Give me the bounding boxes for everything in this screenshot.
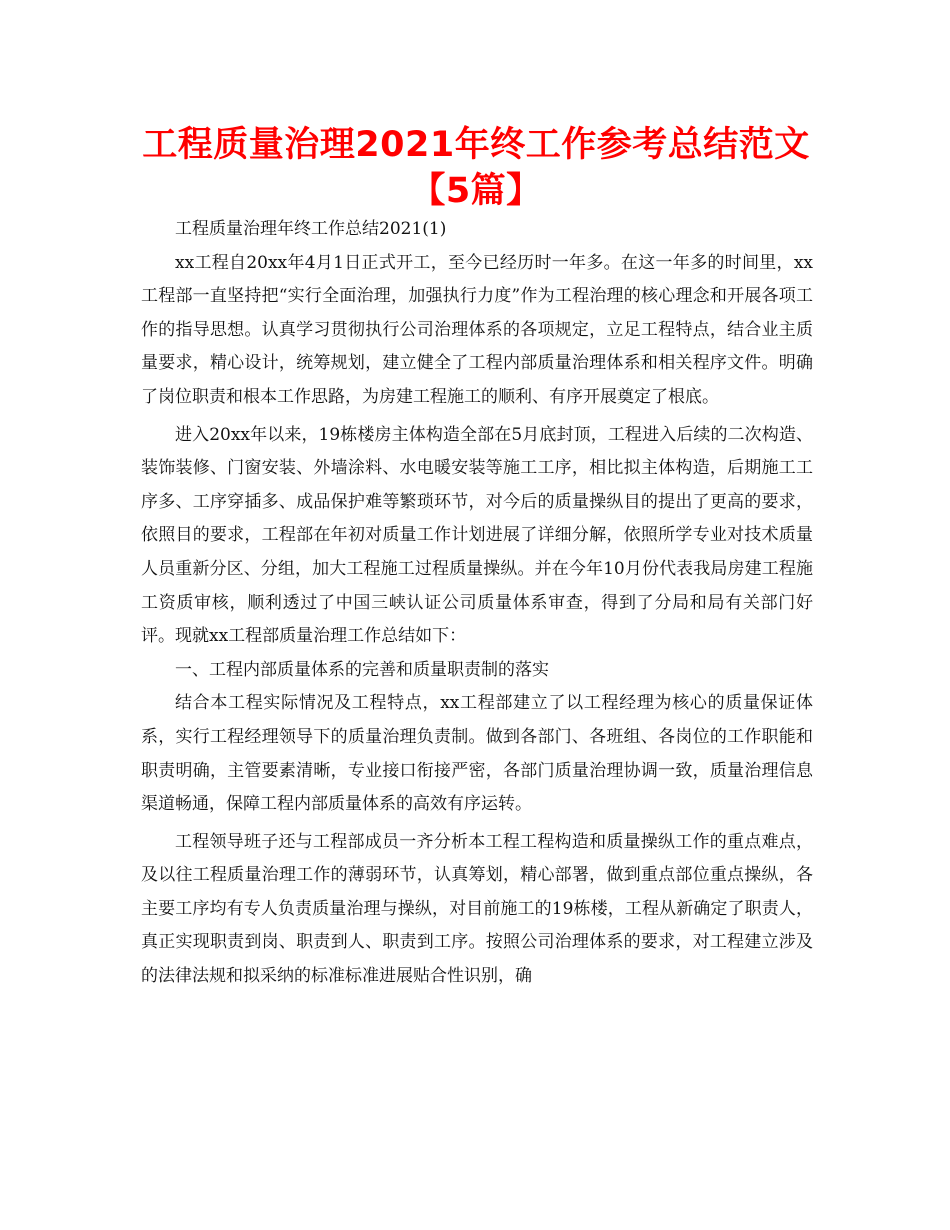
document-body <box>141 213 813 994</box>
section-heading: 工程质量治理年终工作总结2021(1) <box>175 219 447 239</box>
section-heading: 一、工程内部质量体系的完善和质量职责制的落实 <box>175 659 549 680</box>
body-paragraph: 结合本工程实际情况及工程特点，xx工程部建立了以工程经理为核心的质量保证体系，实行工程经理领导下的质量治理负责制。做到各部门、各班组、各岗位的工作职能和职责明确，主管要素清晰，专业接口衔接严密，各部门质量治理协调一致，质量治理信息渠道畅通，保障工程内部质量体系的高效有序运转。 <box>141 693 813 815</box>
body-paragraph: 工程领导班子还与工程部成员一齐分析本工程工程构造和质量操纵工作的重点难点，及以往工程质量治理工作的薄弱环节，认真筹划，精心部署，做到重点部位重点操纵，各主要工序均有专人负责质量治理与操纵，对目前施工的19栋楼，工程从新确定了职责人，真正实现职责到岗、职责到人、职责到工序。按照公司治理体系的要求，对工程建立涉及的法律法规和拟采纳的标准标准进展贴合性识别，确 <box>141 831 813 987</box>
body-paragraph: xx工程自20xx年4月1日正式开工，至今已经历时一年多。在这一年多的时间里，xx工程部一直坚持把“实行全面治理，加强执行力度”作为工程治理的核心理念和开展各项工作的指导思想。认真学习贯彻执行公司治理体系的各项规定，立足工程特点，结合业主质量要求，精心设计，统筹规划，建立健全了工程内部质量治理体系和相关程序文件。明确了岗位职责和根本工作思路，为房建工程施工的顺利、有序开展奠定了根底。 <box>141 252 813 407</box>
document-title: 工程质量治理2021年终工作参考总结范文【5篇】 <box>142 125 810 211</box>
body-paragraph: 进入20xx年以来，19栋楼房主体构造全部在5月底封顶，工程进入后续的二次构造、装饰装修、门窗安装、外墙涂料、水电暖安装等施工工序，相比拟主体构造，后期施工工序多、工序穿插多、成品保护难等繁琐环节，对今后的质量操纵目的提出了更高的要求，依照目的要求，工程部在年初对质量工作计划进展了详细分解，依照所学专业对技术质量人员重新分区、分组，加大工程施工过程质量操纵。并在今年10月份代表我局房建工程施工资质审核，顺利透过了中国三峡认证公司质量体系审查，得到了分局和局有关部门好评。现就xx工程部质量治理工作总结如下： <box>141 424 813 647</box>
